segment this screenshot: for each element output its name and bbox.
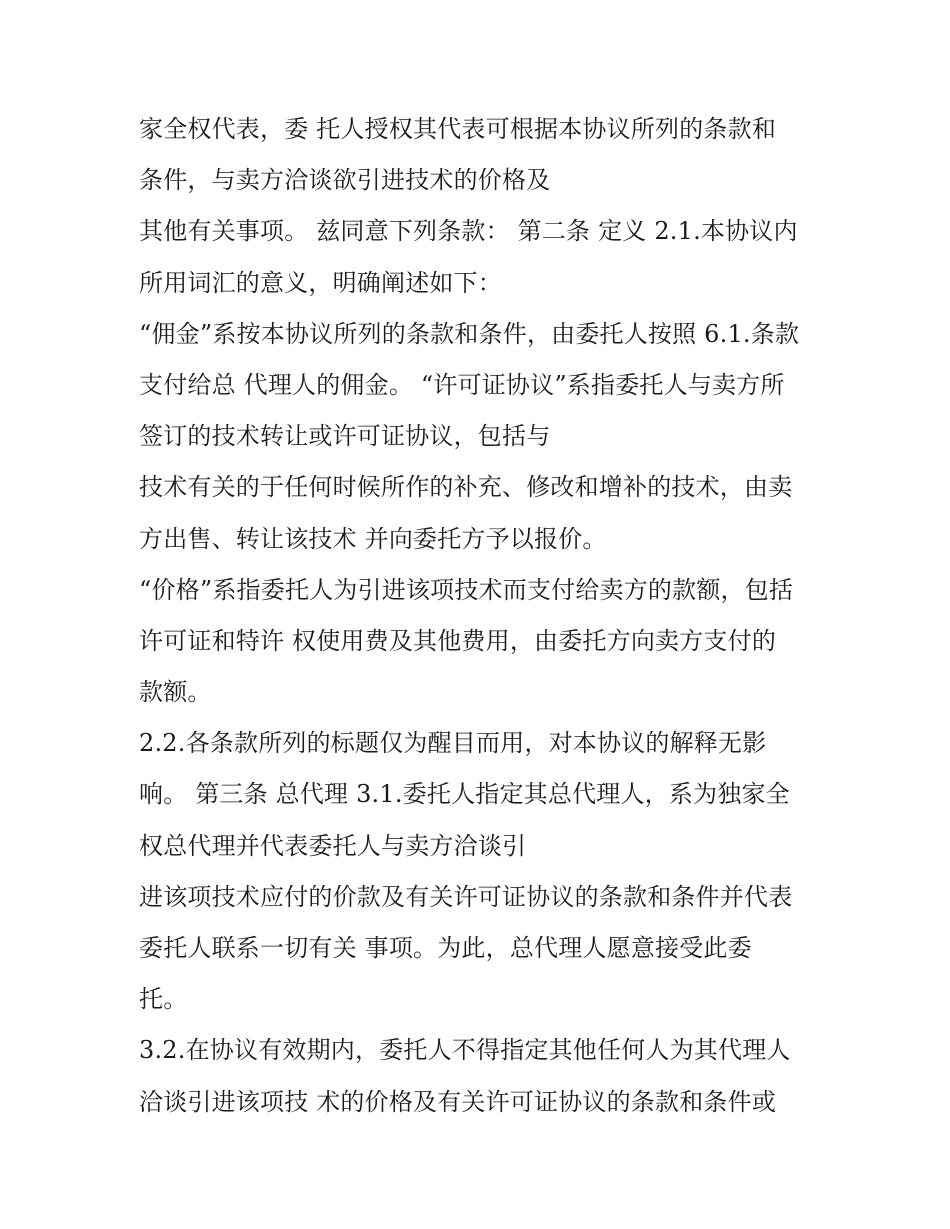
text-line: 技术有关的于任何时候所作的补充、修改和增补的技术，由卖 bbox=[139, 473, 793, 502]
text-line: 2.2.各条款所列的标题仅为醒目而用，对本协议的解释无影 bbox=[139, 729, 767, 758]
text-line: 方出售、转让该技术 并向委托方予以报价。 bbox=[139, 524, 607, 553]
text-line: 洽谈引进该项技 术的价格及有关许可证协议的条款和条件或 bbox=[139, 1087, 777, 1116]
document-body bbox=[139, 104, 829, 1128]
text-line: 许可证和特许 权使用费及其他费用，由委托方向卖方支付的 bbox=[139, 626, 777, 655]
text-line: “佣金”系按本协议所列的条款和条件，由委托人按照 6.1.条款 bbox=[139, 319, 800, 348]
text-line: 所用词汇的意义，明确阐述如下： bbox=[139, 268, 502, 297]
text-line: 款额。 bbox=[139, 678, 212, 707]
text-line: 条件，与卖方洽谈欲引进技术的价格及 bbox=[139, 166, 551, 195]
text-line: 委托人联系一切有关 事项。为此，总代理人愿意接受此委 bbox=[139, 934, 752, 962]
text-line: 其他有关事项。 兹同意下列条款： 第二条 定义 2.1.本协议内 bbox=[139, 217, 798, 246]
text-line: 权总代理并代表委托人与卖方洽谈引 bbox=[139, 831, 527, 860]
text-line: 家全权代表，委 托人授权其代表可根据本协议所列的条款和 bbox=[139, 115, 777, 143]
text-line: 3.2.在协议有效期内，委托人不得指定其他任何人为其代理人 bbox=[139, 1036, 791, 1065]
text-line: 托。 bbox=[139, 985, 188, 1014]
text-line: “价格”系指委托人为引进该项技术而支付给卖方的款额，包括 bbox=[139, 575, 794, 604]
text-line: 响。 第三条 总代理 3.1.委托人指定其总代理人，系为独家全 bbox=[139, 780, 790, 809]
text-line: 进该项技术应付的价款及有关许可证协议的条款和条件并代表 bbox=[139, 882, 793, 911]
text-line: 支付给总 代理人的佣金。 “许可证协议”系指委托人与卖方所 bbox=[139, 370, 785, 399]
text-line: 签订的技术转让或许可证协议，包括与 bbox=[139, 422, 551, 451]
